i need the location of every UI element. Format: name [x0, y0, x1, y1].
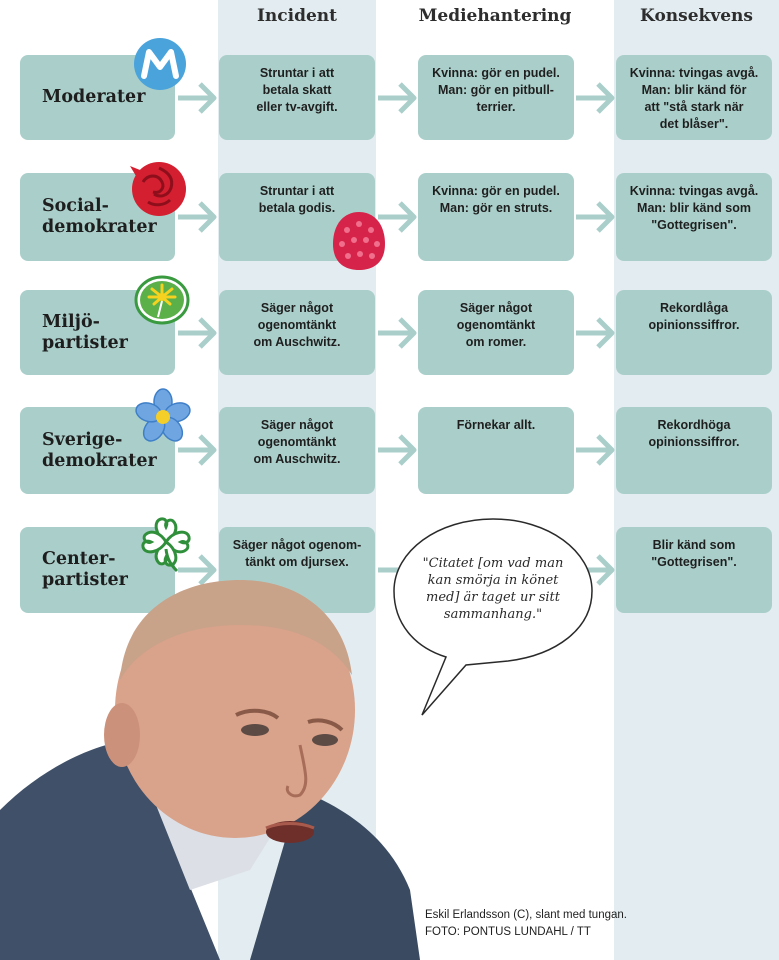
arrow-right-icon	[574, 80, 616, 116]
incident-line: om Auschwitz.	[253, 335, 341, 349]
media-line: ogenomtänkt	[456, 318, 536, 332]
incident-box-moderater	[219, 55, 375, 140]
incident-box-miljopartister	[219, 290, 375, 375]
incident-line: om Auschwitz.	[253, 452, 341, 466]
consequence-box-moderater	[616, 55, 772, 140]
media-line: Förnekar allt.	[456, 418, 536, 432]
incident-line: Säger något	[260, 301, 334, 315]
party-name: partister	[42, 332, 128, 353]
consequence-box-miljopartister	[616, 290, 772, 375]
consequence-line: Man: blir känd som	[637, 201, 751, 215]
photo-credit: FOTO: PONTUS LUNDAHL / TT	[425, 926, 591, 938]
incident-line: betala skatt	[262, 83, 332, 97]
consequence-line: Man: blir känd för	[641, 83, 747, 97]
arrow-right-icon	[176, 432, 218, 468]
arrow-right-icon	[376, 80, 418, 116]
arrow-right-icon	[176, 199, 218, 235]
consequence-box-centerpartister	[616, 527, 772, 613]
media-line: Kvinna: gör en pudel.	[432, 184, 560, 198]
arrow-right-icon	[176, 315, 218, 351]
consequence-line: Rekordhöga	[657, 418, 731, 432]
incident-line: ogenomtänkt	[257, 435, 337, 449]
party-name: Miljö-	[42, 311, 100, 332]
media-box-moderater	[418, 55, 574, 140]
portrait-photo	[0, 570, 420, 960]
consequence-line: Kvinna: tvingas avgå.	[629, 184, 759, 198]
incident-line: tänkt om djursex.	[245, 555, 349, 569]
party-name: partister	[42, 570, 128, 590]
quote-line: med] är taget ur sitt	[426, 590, 560, 605]
incident-line: Säger något	[260, 418, 334, 432]
quote-line: sammanhang."	[443, 607, 543, 622]
arrow-right-icon	[376, 315, 418, 351]
incident-line: Struntar i att	[259, 66, 335, 80]
column-heading-consequence: Konsekvens	[640, 6, 753, 26]
consequence-box-sverigedemokrater	[616, 407, 772, 494]
party-name: demokrater	[42, 450, 157, 471]
consequence-line: Kvinna: tvingas avgå.	[629, 66, 759, 80]
incident-box-sverigedemokrater	[219, 407, 375, 494]
incident-line: betala godis.	[258, 201, 336, 215]
consequence-line: Blir känd som	[652, 538, 736, 552]
arrow-right-icon	[574, 432, 616, 468]
column-heading-media: Mediehantering	[418, 6, 572, 26]
party-name: Sverige-	[42, 429, 123, 450]
media-box-sverigedemokrater	[418, 407, 574, 494]
consequence-line: "Gottegrisen".	[651, 218, 737, 232]
media-line: Man: gör en pitbull-	[438, 83, 554, 97]
arrow-right-icon	[376, 432, 418, 468]
incident-line: Struntar i att	[259, 184, 335, 198]
quote-line: kan smörja in könet	[427, 573, 559, 588]
incident-line: ogenomtänkt	[257, 318, 337, 332]
quote-text	[402, 555, 584, 623]
media-line: Säger något	[459, 301, 533, 315]
party-name: Center-	[42, 549, 116, 569]
photo-caption	[425, 907, 627, 941]
incident-line: eller tv-avgift.	[256, 100, 338, 114]
media-line: terrier.	[476, 100, 516, 114]
caption-line: Eskil Erlandsson (C), slant med tungan.	[425, 909, 627, 921]
media-box-miljopartister	[418, 290, 574, 375]
incident-line: Säger något ogenom-	[232, 538, 362, 552]
media-line: om romer.	[465, 335, 527, 349]
media-line: Man: gör en struts.	[439, 201, 553, 215]
arrow-right-icon	[176, 80, 218, 116]
consequence-line: opinionssiffror.	[648, 318, 740, 332]
party-name: Social-	[42, 196, 109, 216]
media-box-socialdemokrater	[418, 173, 574, 261]
column-heading-incident: Incident	[256, 6, 338, 26]
consequence-box-socialdemokrater	[616, 173, 772, 261]
arrow-right-icon	[574, 315, 616, 351]
consequence-line: det blåser".	[659, 117, 729, 131]
party-name: demokrater	[42, 217, 157, 237]
consequence-line: opinionssiffror.	[648, 435, 740, 449]
party-name: Moderater	[42, 87, 146, 107]
quote-line: "Citatet [om vad man	[422, 556, 564, 571]
arrow-right-icon	[376, 199, 418, 235]
consequence-line: Rekordlåga	[659, 301, 729, 315]
consequence-line: att "stå stark när	[644, 100, 744, 114]
consequence-line: "Gottegrisen".	[651, 555, 737, 569]
media-line: Kvinna: gör en pudel.	[432, 66, 560, 80]
arrow-right-icon	[574, 199, 616, 235]
